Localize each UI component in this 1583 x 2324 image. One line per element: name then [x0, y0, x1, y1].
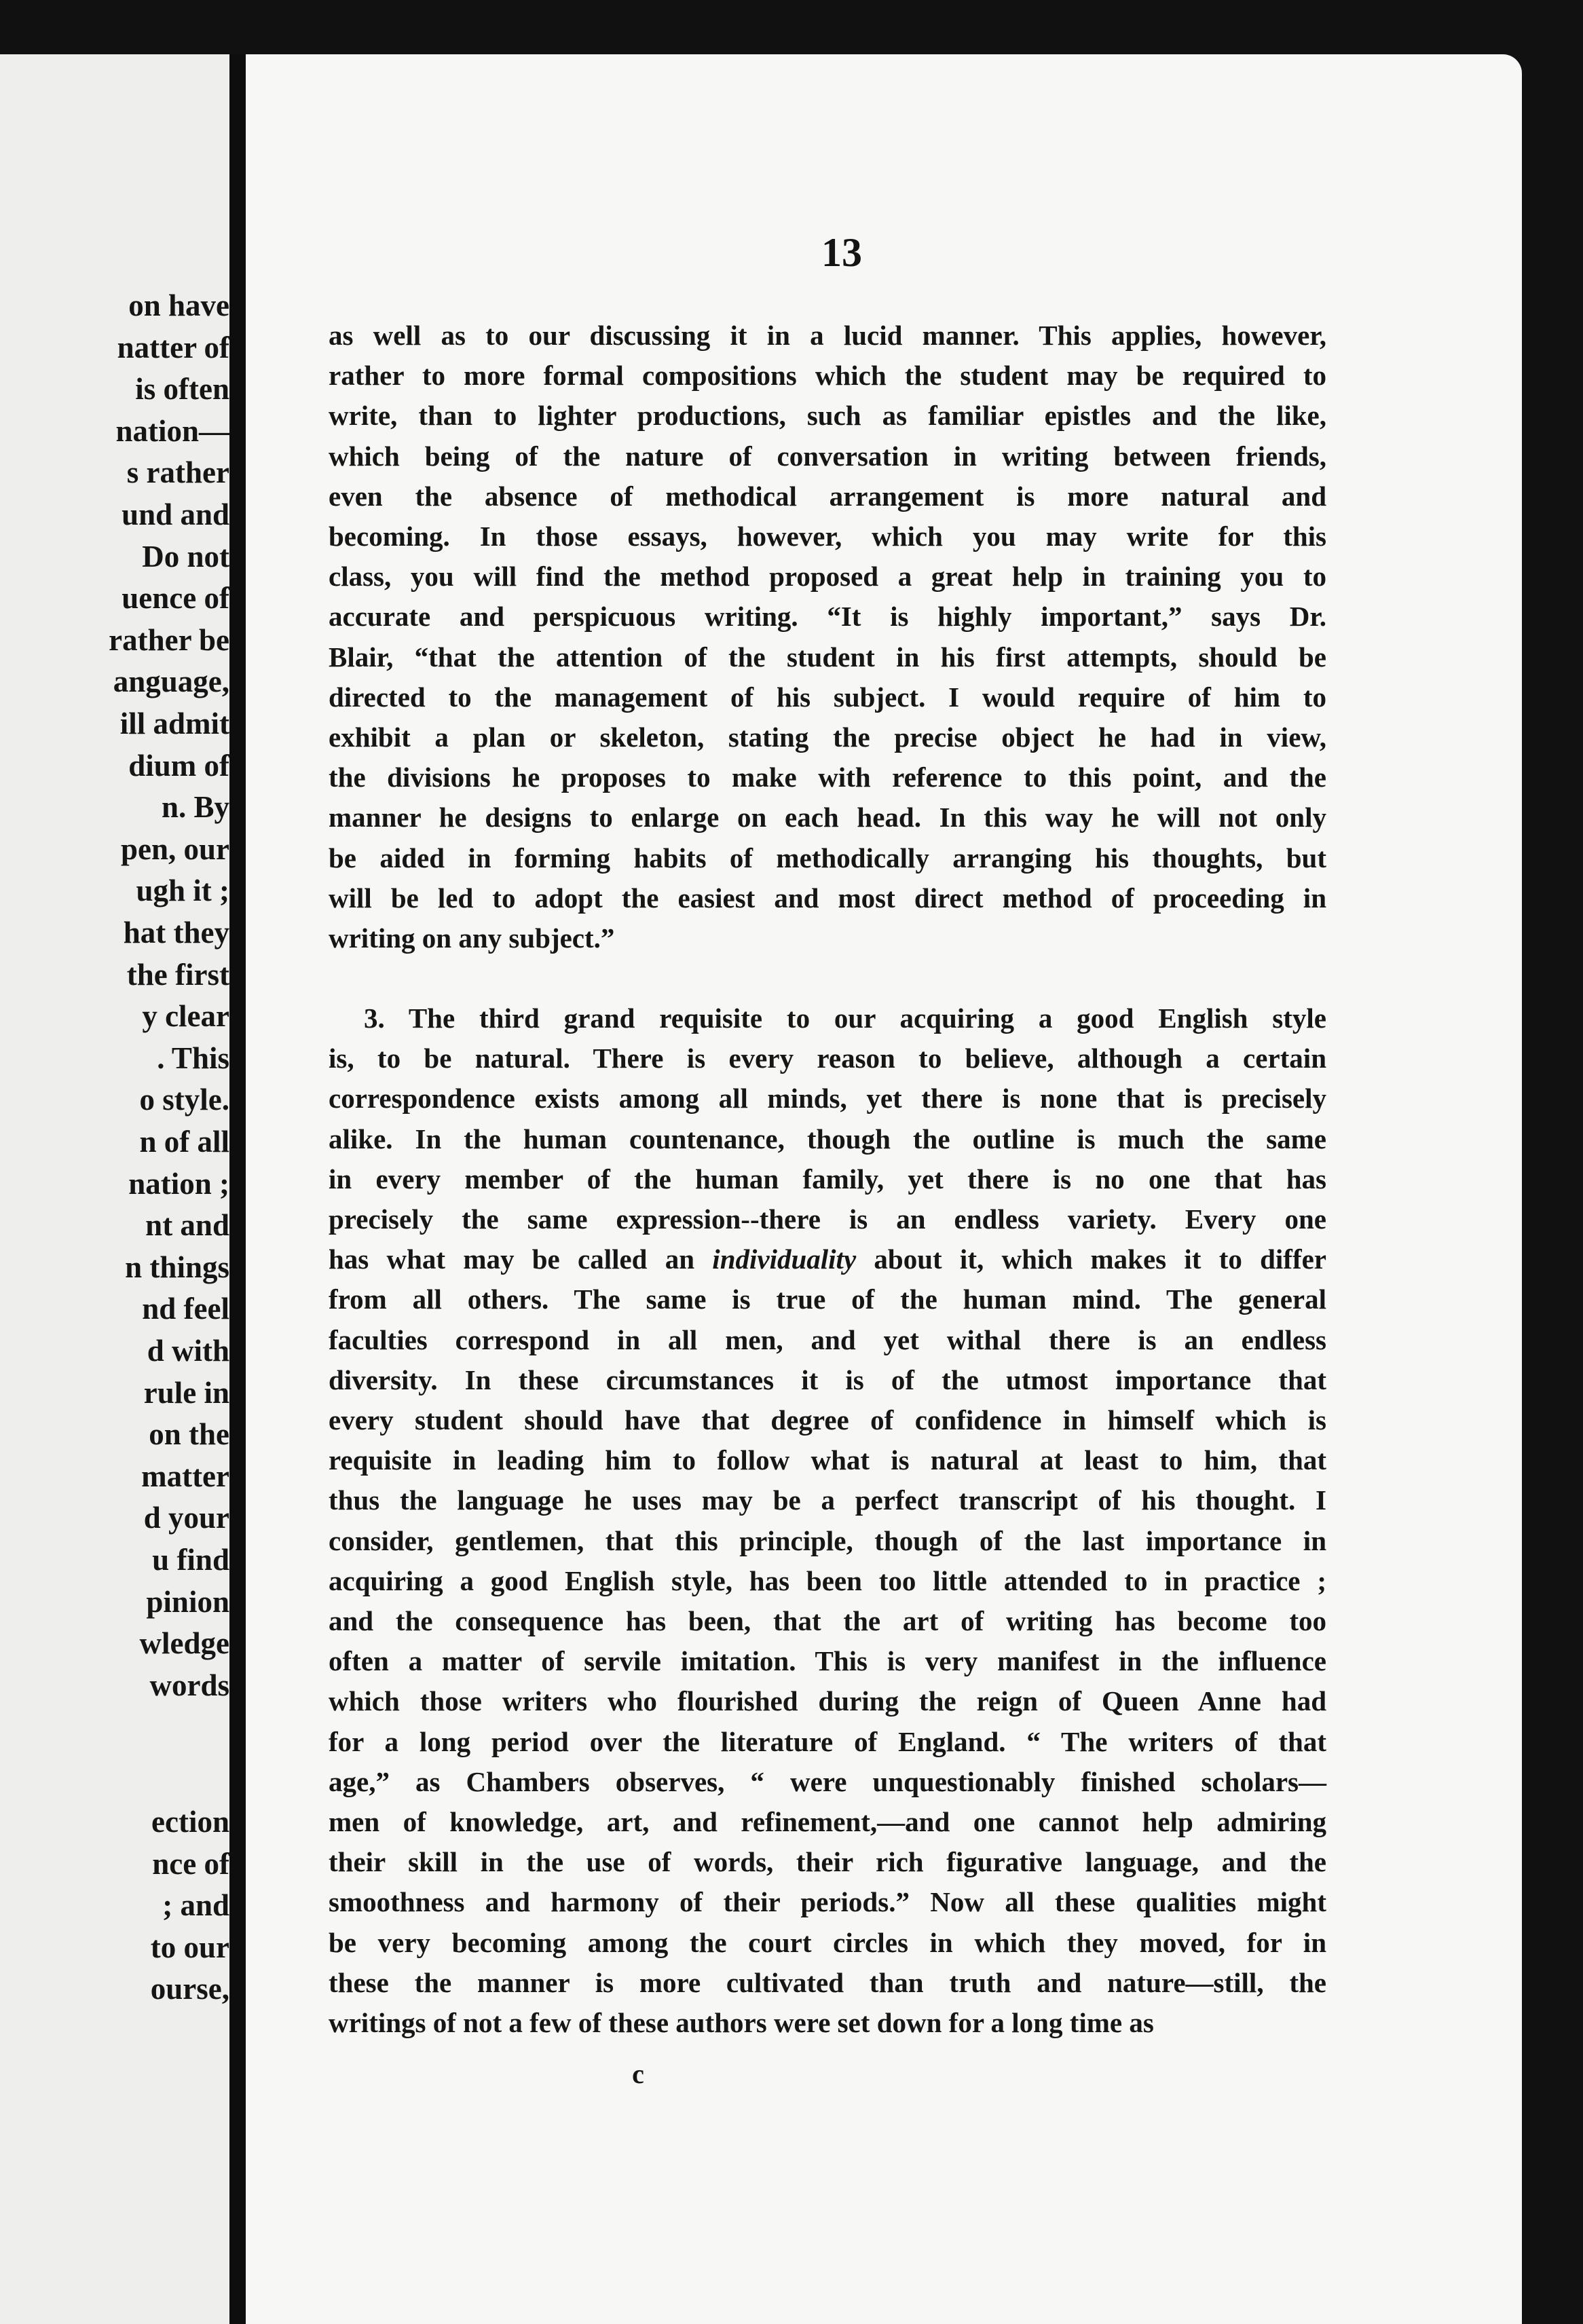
left-page-line: s rather: [126, 455, 229, 490]
text-line: the divisions he proposes to make with reference to this point, and the: [329, 762, 1326, 793]
left-page-line: ; and: [162, 1888, 229, 1923]
left-page-line: ugh it ;: [136, 874, 229, 908]
text-line: becoming. In those essays, however, which you may write for this: [329, 521, 1326, 552]
left-page-line: pinion: [146, 1584, 229, 1619]
left-page-line: n of all: [139, 1125, 229, 1159]
left-page-line: wledge: [139, 1626, 229, 1661]
text-line: requisite in leading him to follow what is natural at least to him, that: [329, 1444, 1326, 1476]
text-line: correspondence exists among all minds, yet there is none that is precisely: [329, 1083, 1326, 1114]
left-page-line: ourse,: [150, 1972, 229, 2006]
signature-mark: c: [632, 2059, 644, 2089]
left-page-line: n things: [125, 1250, 229, 1284]
left-page-line: d with: [147, 1334, 229, 1368]
text-line: which those writers who flourished during the reign of Queen Anne had: [329, 1685, 1326, 1717]
left-page-line: . This: [157, 1041, 229, 1075]
left-page-line: Do not: [142, 539, 229, 574]
text-line: every student should have that degree of confidence in himself which is: [329, 1404, 1326, 1436]
text-line: writings of not a few of these authors were set down for a long time as: [329, 2007, 1154, 2038]
text-line: alike. In the human countenance, though the outline is much the same: [329, 1123, 1326, 1155]
left-page-line: ection: [151, 1805, 229, 1839]
left-page-line: ill admit: [119, 707, 229, 741]
left-page-line: natter of: [117, 330, 229, 364]
text-line: rather to more formal compositions which the student may be required to: [329, 360, 1326, 392]
text-line: as well as to our discussing it in a lucid manner. This applies, however,: [329, 320, 1326, 351]
text-line: be very becoming among the court circles in which they moved, for in: [329, 1926, 1326, 1958]
left-page-line: hat they: [123, 916, 229, 950]
text-line: manner he designs to enlarge on each head. In this way he will not only: [329, 802, 1326, 833]
text-line: which being of the nature of conversation in writing between friends,: [329, 440, 1326, 472]
text-line: exhibit a plan or skeleton, stating the precise object he had in view,: [329, 721, 1326, 753]
page-number: 13: [821, 230, 862, 275]
text-line: men of knowledge, art, and refinement,—and one cannot help admiring: [329, 1806, 1326, 1837]
text-line: class, you will find the method proposed a great help in training you to: [329, 561, 1326, 593]
left-page-line: matter: [141, 1459, 229, 1493]
left-page-line: rather be: [109, 622, 229, 657]
text-line: smoothness and harmony of their periods.” Now all these qualities might: [329, 1886, 1326, 1918]
left-page-line: rule in: [143, 1375, 229, 1410]
text-line: directed to the management of his subject. I would require of him to: [329, 681, 1326, 713]
text-line: often a matter of servile imitation. This is very manifest in the influence: [329, 1645, 1326, 1677]
left-page-line: words: [149, 1668, 229, 1702]
left-page-line: nd feel: [142, 1292, 229, 1326]
left-page-line: nation—: [115, 413, 229, 448]
page-edge-shadow: [1522, 54, 1583, 2324]
text-line: precisely the same expression--there is an endless variety. Every one: [329, 1203, 1326, 1235]
text-line: be aided in forming habits of methodically arranging his thoughts, but: [329, 842, 1326, 874]
left-page-line: nt and: [145, 1208, 229, 1243]
text-line: writing on any subject.”: [329, 922, 615, 954]
text-line: faculties correspond in all men, and yet withal there is an endless: [329, 1324, 1326, 1355]
left-page-line: is often: [135, 372, 229, 407]
text-line: write, than to lighter productions, such as familiar epistles and the like,: [329, 400, 1326, 432]
text-line: and the consequence has been, that the art of writing has become too: [329, 1605, 1326, 1636]
text-line: these the manner is more cultivated than truth and nature—still, the: [329, 1966, 1326, 1998]
left-page-line: on the: [149, 1417, 229, 1452]
text-line: will be led to adopt the easiest and most direct method of proceeding in: [329, 882, 1326, 914]
left-page-line: the first: [126, 957, 229, 992]
text-line: thus the language he uses may be a perfect transcript of his thought. I: [329, 1484, 1326, 1516]
text-line: acquiring a good English style, has been too little attended to in practice ;: [329, 1564, 1326, 1596]
left-page-line: nation ;: [128, 1166, 229, 1201]
left-page-line: on have: [128, 288, 229, 322]
text-line: has what may be called an individuality about it, which makes it to differ: [329, 1243, 1326, 1275]
text-line: from all others. The same is true of the human mind. The general: [329, 1283, 1326, 1315]
left-page-line: u find: [152, 1543, 229, 1577]
left-page-line: nce of: [152, 1846, 229, 1881]
text-line: age,” as Chambers observes, “ were unquestionably finished scholars—: [329, 1765, 1326, 1797]
text-line: 3. The third grand requisite to our acquiring a good English style: [364, 1002, 1326, 1034]
gutter-shadow: [229, 54, 246, 2324]
text-line: Blair, “that the attention of the student in his first attempts, should be: [329, 641, 1326, 673]
text-line: even the absence of methodical arrangement is more natural and: [329, 480, 1326, 512]
left-page-line: pen, our: [120, 831, 229, 866]
text-line: for a long period over the literature of England. “ The writers of that: [329, 1725, 1326, 1757]
text-line: is, to be natural. There is every reason to believe, although a certain: [329, 1043, 1326, 1074]
text-line: diversity. In these circumstances it is of the utmost importance that: [329, 1364, 1326, 1395]
left-page-line: uence of: [122, 581, 229, 616]
left-page-line: und and: [122, 498, 229, 531]
left-page-line: n. By: [161, 790, 229, 825]
left-page-line: to our: [150, 1930, 229, 1964]
text-line: in every member of the human family, yet there is no one that has: [329, 1163, 1326, 1195]
text-line: their skill in the use of words, their rich figurative language, and the: [329, 1846, 1326, 1878]
left-page-line: o style.: [139, 1083, 229, 1117]
text-line: accurate and perspicuous writing. “It is highly important,” says Dr.: [329, 601, 1326, 633]
text-line: consider, gentlemen, that this principle, though of the last importance in: [329, 1524, 1326, 1556]
left-page-line: y clear: [142, 999, 229, 1034]
left-page-line: dium of: [128, 748, 229, 783]
left-page-line: d your: [143, 1501, 229, 1535]
left-page-line: anguage,: [113, 664, 229, 699]
